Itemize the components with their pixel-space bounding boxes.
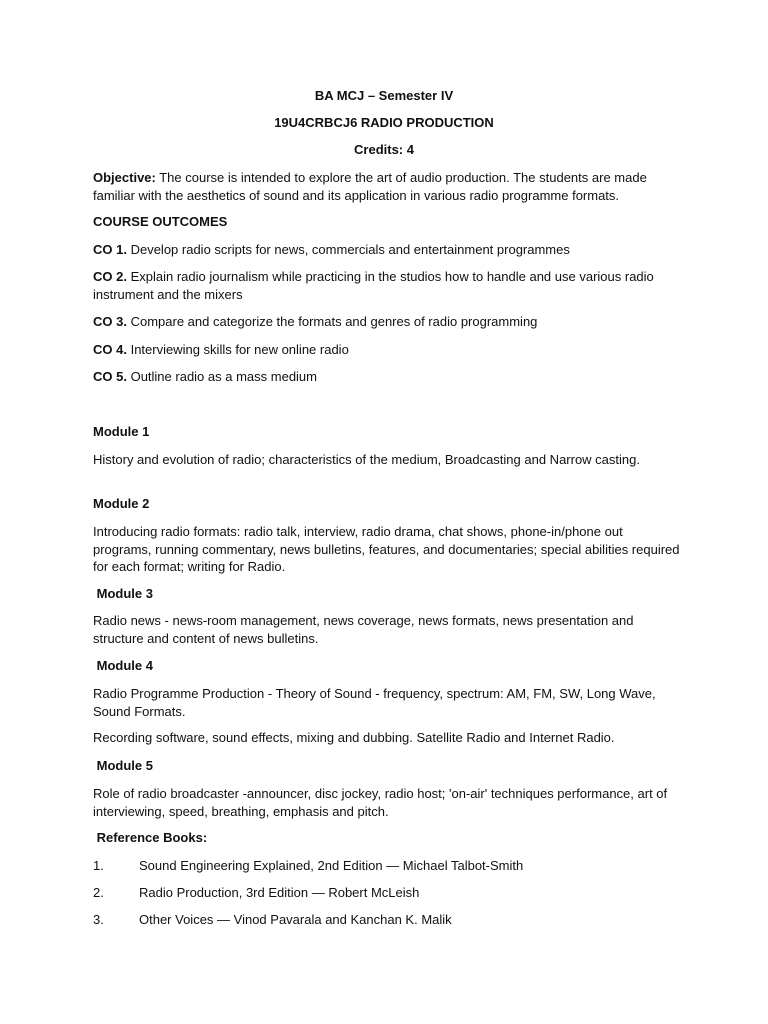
module-3-text: Radio news - news-room management, news coverage, news formats, news presentation and structure and content of news bulletins. xyxy=(93,613,634,646)
reference-number: 1. xyxy=(93,858,104,873)
course-outcome-label: CO 5. xyxy=(93,369,127,384)
course-outcome-label: CO 1. xyxy=(93,242,127,257)
course-outcome-text: Outline radio as a mass medium xyxy=(126,369,317,384)
module-4-text: Radio Programme Production - Theory of Sound - frequency, spectrum: AM, FM, SW, Long Wave, Sound Formats. xyxy=(93,686,656,719)
module-1-heading: Module 1 xyxy=(93,424,150,439)
objective-paragraph xyxy=(93,169,683,204)
course-outcomes-heading: COURSE OUTCOMES xyxy=(93,214,228,229)
reference-text: Other Voices — Vinod Pavarala and Kanchan K. Malik xyxy=(139,912,452,927)
course-outcome-text: Compare and categorize the formats and genres of radio programming xyxy=(126,314,538,329)
course-outcome-item xyxy=(93,313,683,331)
module-1-text: History and evolution of radio; characteristics of the medium, Broadcasting and Narrow casting. xyxy=(93,452,640,467)
objective-text: The course is intended to explore the art of audio production. The students are made familiar with the aesthetics of sound and its application in various radio programme formats. xyxy=(93,170,647,203)
course-outcome-item xyxy=(93,341,683,359)
course-outcome-text: Explain radio journalism while practicing in the studios how to handle and use various radio instrument and the mixers xyxy=(93,269,654,302)
reference-number: 3. xyxy=(93,912,104,927)
program-heading: BA MCJ – Semester IV xyxy=(314,88,454,103)
reference-number: 2. xyxy=(93,885,104,900)
course-title: 19U4CRBCJ6 RADIO PRODUCTION xyxy=(274,115,494,130)
module-4-text: Recording software, sound effects, mixing and dubbing. Satellite Radio and Internet Radio. xyxy=(93,730,615,745)
module-5-text: Role of radio broadcaster -announcer, disc jockey, radio host; 'on-air' techniques performance, art of interviewing, speed, breathing, emphasis and pitch. xyxy=(93,786,668,819)
course-outcome-label: CO 3. xyxy=(93,314,127,329)
module-2-heading: Module 2 xyxy=(93,496,150,511)
module-5-heading: Module 5 xyxy=(93,758,153,773)
course-outcome-item xyxy=(93,268,683,303)
objective-label: Objective: xyxy=(93,170,156,185)
course-outcome-label: CO 2. xyxy=(93,269,127,284)
course-outcome-item xyxy=(93,241,683,259)
reference-text: Sound Engineering Explained, 2nd Edition — Michael Talbot-Smith xyxy=(139,858,524,873)
reference-text: Radio Production, 3rd Edition — Robert McLeish xyxy=(139,885,420,900)
course-outcome-text: Interviewing skills for new online radio xyxy=(126,342,349,357)
module-4-heading: Module 4 xyxy=(93,658,153,673)
course-outcome-text: Develop radio scripts for news, commercials and entertainment programmes xyxy=(126,242,570,257)
course-outcome-item xyxy=(93,368,683,386)
reference-books-heading: Reference Books: xyxy=(93,830,208,845)
course-outcome-label: CO 4. xyxy=(93,342,127,357)
module-3-heading: Module 3 xyxy=(93,586,153,601)
module-2-text: Introducing radio formats: radio talk, interview, radio drama, chat shows, phone-in/phone out programs, running commentary, news bulletins, features, and documentaries; special abilities required for each format; writing for Radio. xyxy=(93,524,680,574)
credits-line: Credits: 4 xyxy=(354,142,414,157)
